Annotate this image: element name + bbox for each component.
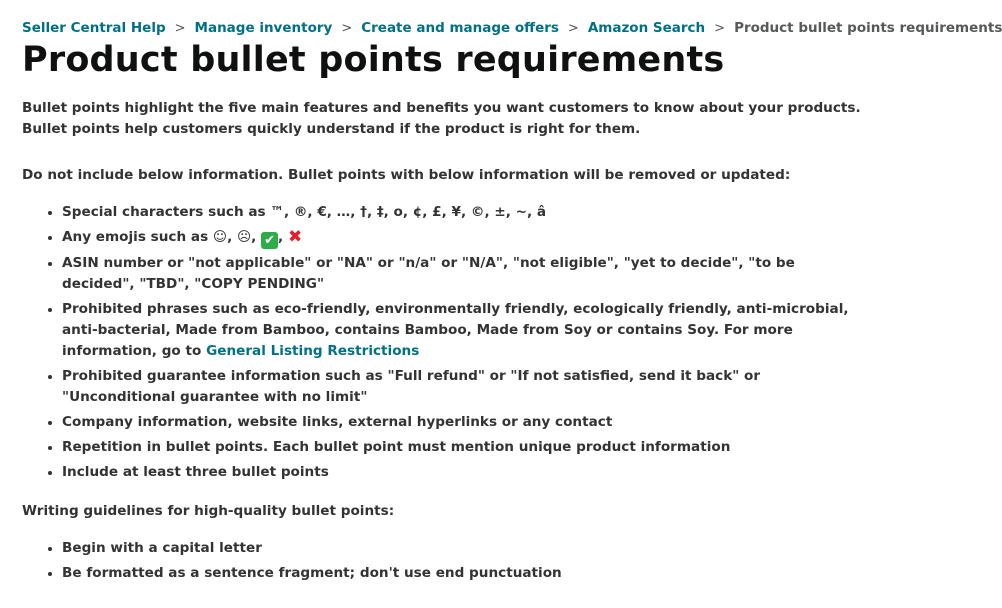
breadcrumb-amazon-search[interactable]: Amazon Search xyxy=(587,20,706,36)
list-item-guarantee: • Prohibited guarantee information such as "Full refund" or "If not satisfied, send it back" or "Unconditional guarantee with no limit" xyxy=(62,366,872,408)
page-title: Product bullet points requirements xyxy=(22,40,725,80)
guidelines-heading: Writing guidelines for high-quality bullet points: xyxy=(22,503,395,519)
list-item: • Begin with a capital letter xyxy=(62,538,872,559)
breadcrumb-create-and-manage-offers[interactable]: Create and manage offers xyxy=(361,20,559,36)
list-item-repetition: • Repetition in bullet points. Each bullet point must mention unique product information xyxy=(62,437,872,458)
chevron-right-icon: > xyxy=(567,20,579,36)
breadcrumb xyxy=(22,20,1002,36)
general-listing-restrictions-link[interactable]: General Listing Restrictions xyxy=(206,343,420,359)
guidelines-list xyxy=(22,538,872,584)
exclusions-list xyxy=(22,202,872,483)
list-item-special-characters: • Special characters such as ™, ®, €, …, †, ‡, o, ¢, £, ¥, ©, ±, ~, â xyxy=(62,202,872,223)
check-mark-emoji-icon: ✔ xyxy=(261,232,278,249)
breadcrumb-manage-inventory[interactable]: Manage inventory xyxy=(194,20,333,36)
list-item: • Be formatted as a sentence fragment; don't use end punctuation xyxy=(62,563,872,584)
exclusions-heading: Do not include below information. Bullet points with below information will be removed or updated: xyxy=(22,167,791,183)
chevron-right-icon: > xyxy=(174,20,186,36)
list-item-company-info: • Company information, website links, external hyperlinks or any contact xyxy=(62,412,872,433)
intro-paragraph: Bullet points highlight the five main features and benefits you want customers to know about your products. Bullet points help customers quickly understand if the product is right for them. xyxy=(22,100,861,137)
chevron-right-icon: > xyxy=(341,20,353,36)
list-item-asin: • ASIN number or "not applicable" or "NA" or "n/a" or "N/A", "not eligible", "yet to decide", "to be decided", "TBD", "COPY PENDING" xyxy=(62,253,872,295)
article-body xyxy=(22,98,872,602)
prohibited-phrases-text: Prohibited phrases such as eco-friendly, environmentally friendly, ecologically friendly, anti-microbial, anti-bacterial, Made from Bamboo, contains Bamboo, Made from Soy or contains Soy. For more information, go to xyxy=(62,301,849,359)
chevron-right-icon: > xyxy=(714,20,726,36)
list-item-emojis xyxy=(62,227,872,249)
list-item-min-three: • Include at least three bullet points xyxy=(62,462,872,483)
emojis-text: Any emojis such as ☺, ☹, xyxy=(62,229,262,245)
emoji-separator: , xyxy=(278,229,288,245)
list-item-prohibited-phrases xyxy=(62,299,872,362)
breadcrumb-current: Product bullet points requirements xyxy=(734,20,1002,36)
cross-mark-emoji-icon: ✖ xyxy=(287,227,303,247)
breadcrumb-seller-central-help[interactable]: Seller Central Help xyxy=(22,20,166,36)
